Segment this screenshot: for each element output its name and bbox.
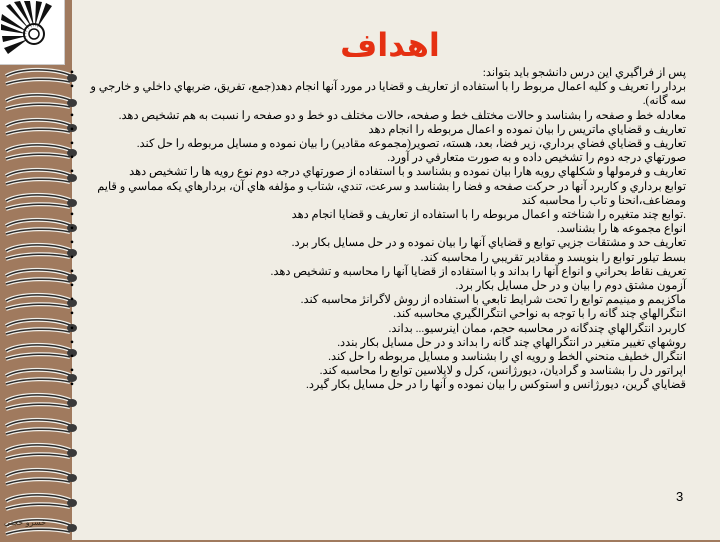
bullet-icon: • [70,265,74,278]
bullet-icon: • [70,166,74,179]
objective-text: انتگرالهاي چند گانه را با توجه به نواحي انتگرالگیري محاسبه کند. [393,308,686,321]
bullet-icon: • [70,308,74,321]
objective-text: معادله خط و صفحه را بشناسد و حالات مختلف خط و صفحه، حالات مختلف دو خط و دو صفحه را نسبت به هم تشخیص دهد. [118,109,686,122]
objective-item [70,137,686,151]
binding-ring-icon [0,416,80,442]
objective-item [70,293,686,307]
bullet-icon: • [70,152,74,165]
objective-text: تعاریف و قضایاي ماتریس را بیان نموده و اعمال مربوطه را انجام دهد [368,123,686,136]
bullet-icon: • [70,67,74,79]
objective-text: تعاریف و قضایاي فضاي برداري، زیر فضا، بعد، هسته، تصویر(مجموعه مقادیر) را بیان نموده و مسایل مربوطه را حل کند. [136,138,686,151]
binding-ring-icon [0,466,80,492]
objective-item [70,165,686,179]
bullet-icon: • [70,336,74,349]
bullet-icon: • [70,81,74,94]
binding-ring-icon [0,441,80,467]
objective-text: پس از فراگیري این درس دانشجو باید بتواند: [482,67,686,79]
bullet-icon: • [70,294,74,307]
objective-item [70,336,686,350]
objective-item [70,123,686,137]
objective-text: قضایاي گرین، دیورژانس و استوکس را بیان نموده و آنها را در حل مسایل بکار گیرد. [305,379,686,392]
objective-item [70,66,686,80]
bullet-icon: • [70,123,74,136]
objective-item [70,222,686,236]
objective-text: روشهاي تغییر متغیر در انتگرالهاي چند گانه را بداند و در حل مسایل بکار بندد. [337,336,686,349]
objective-item [70,80,686,108]
objective-item [70,151,686,165]
page-number: 3 [676,489,684,504]
objective-text: تعاریف و فرمولها و شکلهاي رویه هارا بیان نموده و بشناسد و با استفاده از صورتهاي درجه دوم نوع رویه ها را تشخیص دهد [129,166,686,179]
objective-item [70,350,686,364]
bullet-icon: • [70,365,74,378]
bullet-icon: • [70,280,74,293]
objective-item [70,236,686,250]
objective-text: تعاریف حد و مشتقات جزیي توابع و قضایاي آنها را بیان نموده و در حل مسایل بکار برد. [291,237,686,250]
logo [0,0,65,65]
binding-ring-icon [0,491,80,517]
author-footer: خسرو حجتی [4,518,47,527]
bullet-icon: • [70,237,74,250]
bullet-icon: • [70,379,74,392]
objective-text: تعریف نقاط بحراني و انواع آنها را بداند و با استفاده از قضایا آنها را محاسبه و تشخیص دهد. [270,265,686,278]
objective-text: کاربرد انتگرالهاي چندگانه در محاسبه حجم، ممان اینرسیو... بداند. [388,322,686,335]
objective-text: انتگرال خطیف منحني الخط و رویه اي را بشناسد و مسایل مربوطه را حل کند. [328,351,686,364]
objective-item [70,307,686,321]
objective-item [70,378,686,392]
objective-item [70,251,686,265]
objective-item [70,265,686,279]
bullet-icon: • [70,209,74,222]
objective-item [70,109,686,123]
objective-item [76,180,686,208]
university-logo-icon [0,0,64,64]
objective-text: انواع مجموعه ها را بشناسد. [556,223,686,236]
objective-item [70,364,686,378]
objectives-list [70,66,686,393]
objective-text: .توابع چند متغیره را شناخته و اعمال مربوطه را با استفاده از تعاریف و قضایا انجام دهد [291,209,686,222]
binding-ring-icon [0,391,80,417]
objective-item [70,322,686,336]
slide-title: اهداف [340,26,440,64]
objective-text: بردار را تعریف و کلیه اعمال مربوط را با استفاده از تعاریف و قضایا در مورد آنها انجام دهد(جمع، تفریق، ضربهاي داخلي و خارجي و سه گانه). [90,81,686,108]
objective-text: صورتهاي درجه دوم را تشخیص داده و به صورت متعارفي در آورد. [387,152,686,165]
objective-text: توابع برداري و کاربرد آنها در حرکت صفحه و فضا را بشناسد و سرعت، تندي، شتاب و مؤلفه هاي آن، بردارهاي یکه مماسي و قایم ومضاعف،انحنا و تاب را محاسبه کند [97,180,686,207]
bullet-icon: • [70,223,74,236]
bullet-icon: • [70,322,74,335]
bullet-icon: • [70,138,74,151]
objective-text: آزمون مشتق دوم را بیان و در حل مسایل بکار برد. [455,280,686,293]
bullet-icon: • [70,251,74,264]
objective-item [70,279,686,293]
objective-text: اپراتور دل را بشناسد و گرادیان، دیورژانس، کرل و لاپلاسین توابع را محاسبه کند. [319,365,686,378]
bullet-icon: • [70,109,74,122]
objective-text: بسط تیلور توابع را بنویسد و مقادیر تقریبي را محاسبه کند. [420,251,686,264]
bullet-icon: • [70,351,74,364]
objective-item [70,208,686,222]
objective-text: ماکزیمم و مینیمم توابع را تحت شرایط تابعي با استفاده از روش لاگرانژ محاسبه کند. [300,294,686,307]
